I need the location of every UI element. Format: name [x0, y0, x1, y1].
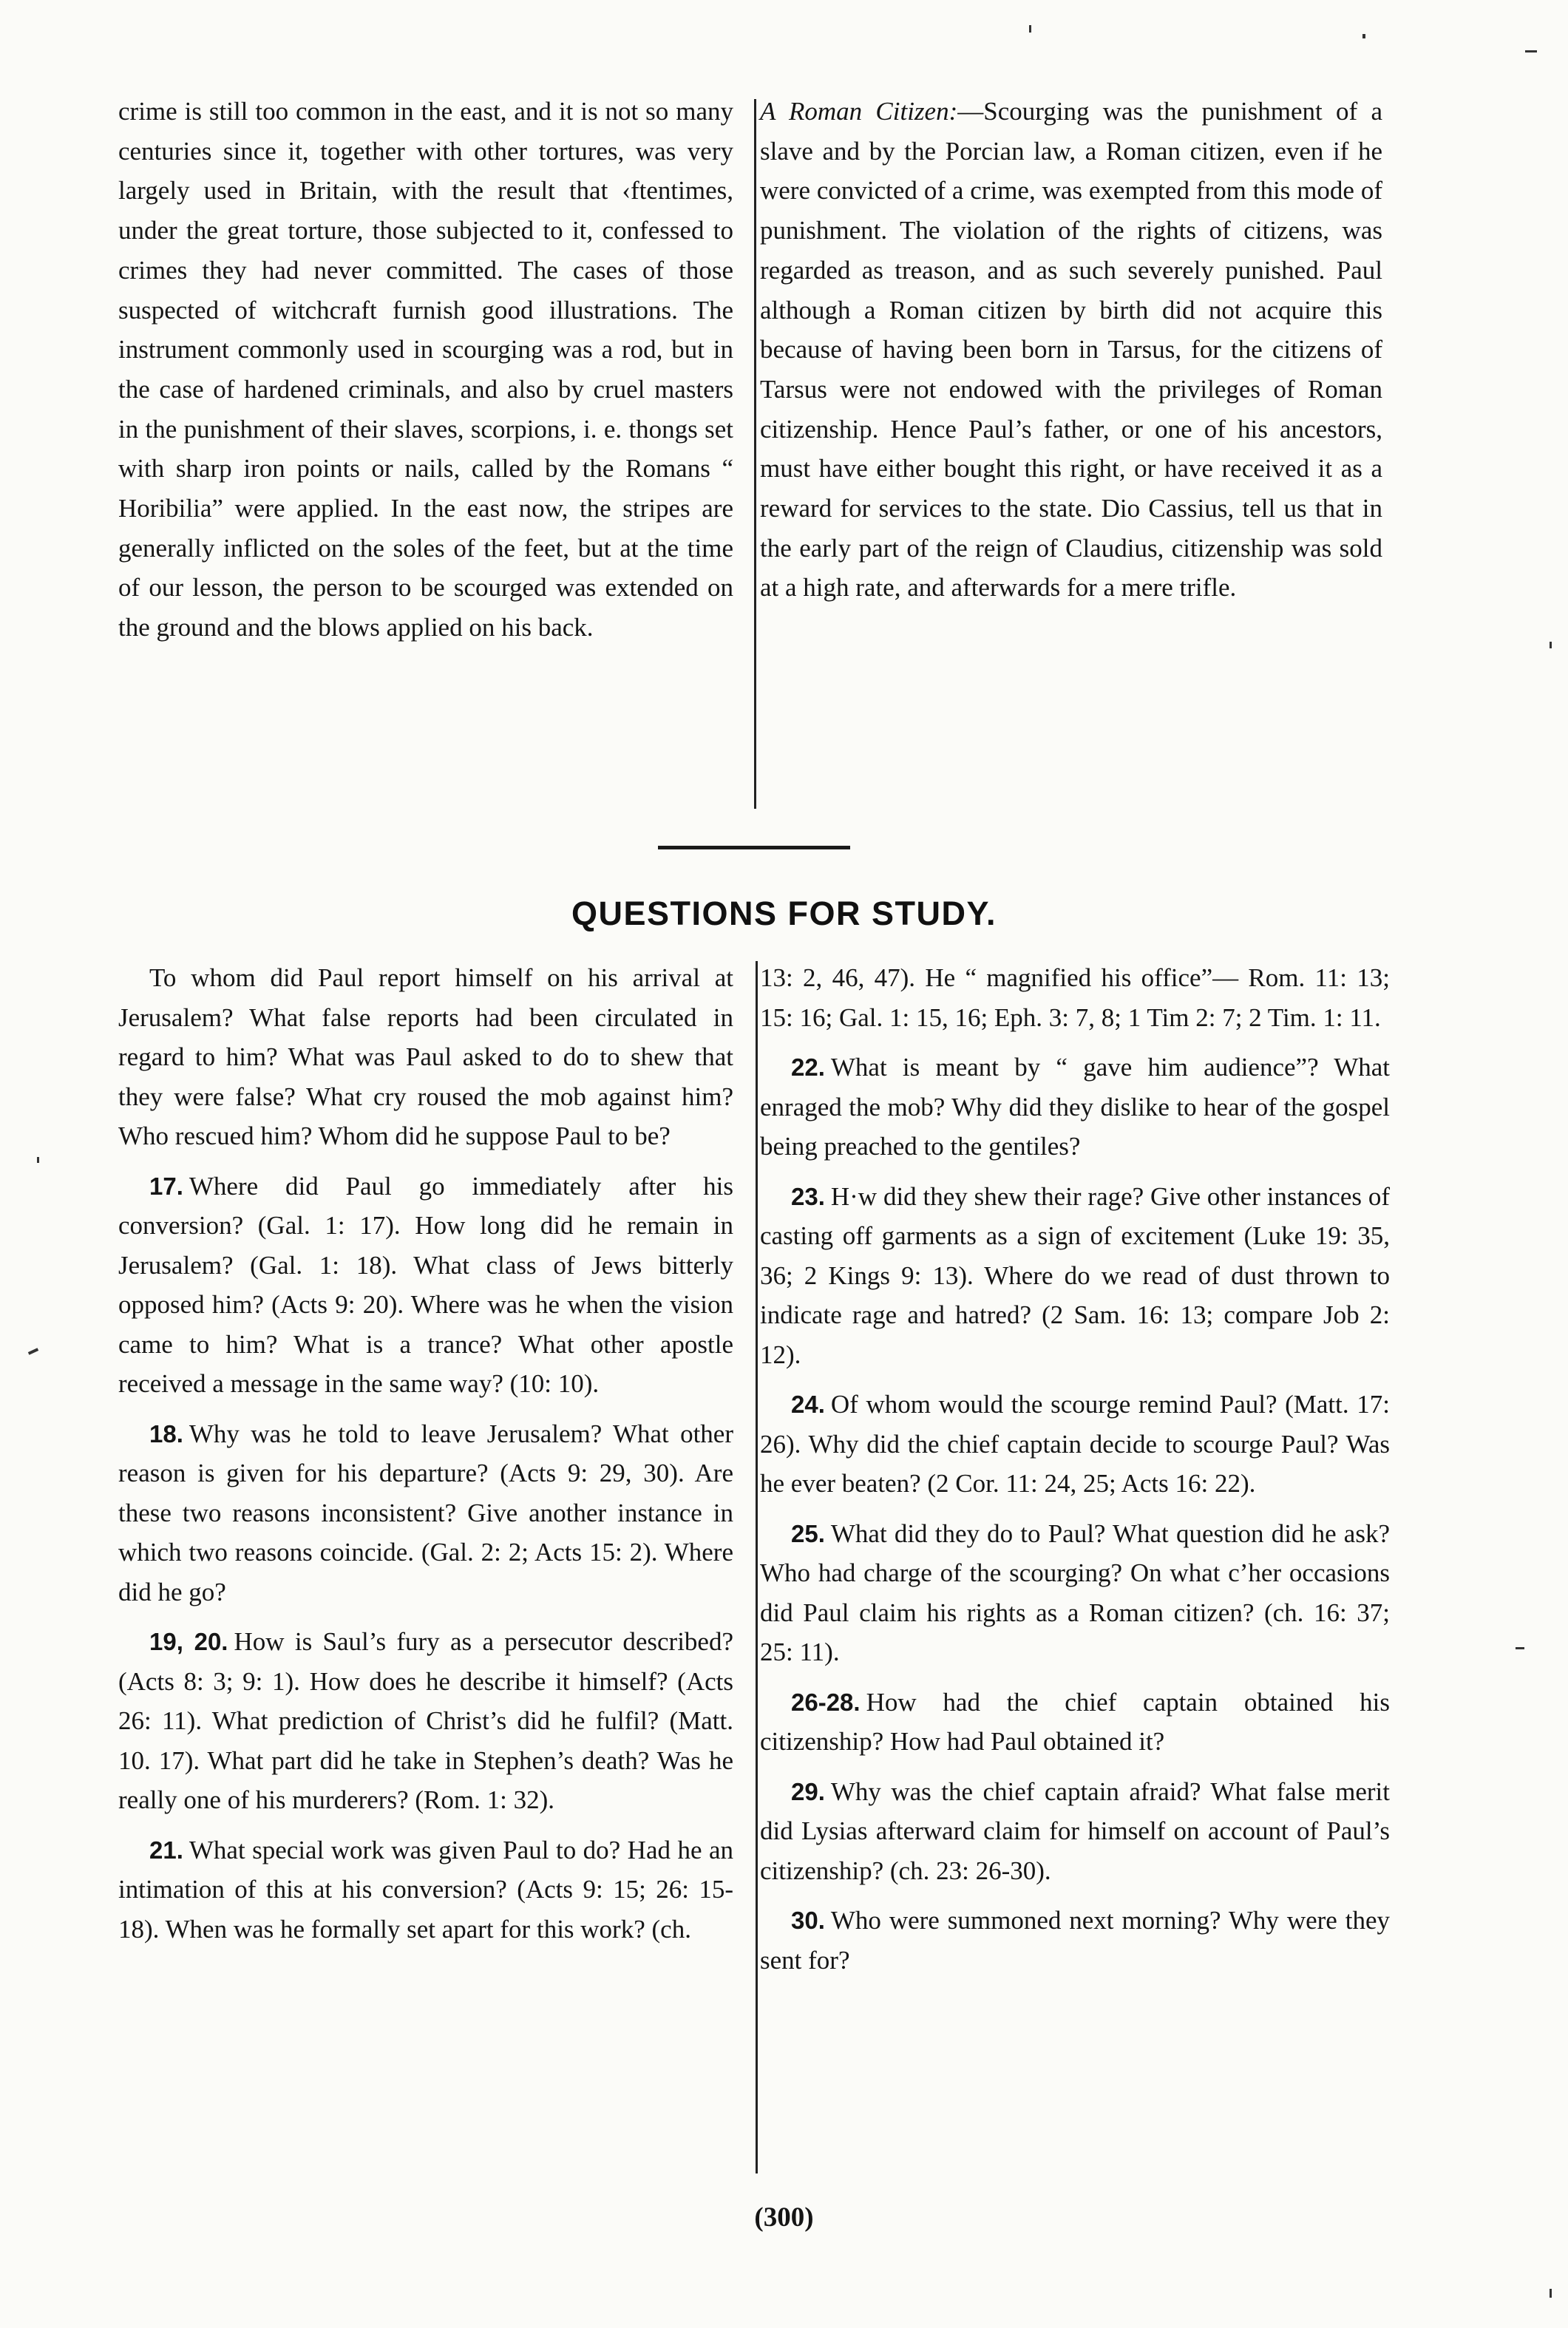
question-text: How is Saul’s fury as a persecutor described? (Acts 8: 3; 9: 1). How does he describe it himself? (Acts 26: 11). What prediction of Christ’s did he fulfil? (Matt. 10. 17). What part did he take in Stephen’s death? Was he really one of his murderers? (Rom. 1: 32).	[118, 1627, 733, 1814]
roman-citizen-lead: A Roman Citizen:	[760, 97, 958, 126]
question-number: 29.	[791, 1777, 825, 1805]
scan-speck	[1550, 2289, 1552, 2298]
question-text: 13: 2, 46, 47). He “ magnified his office”— Rom. 11: 13; 15: 16; Gal. 1: 15, 16; Eph. 3: 7, 8; 1 Tim 2: 7; 2 Tim. 1: 11.	[760, 963, 1390, 1032]
question-text: What is meant by “ gave him audience”? What enraged the mob? Why did they dislike to hear of the gospel being preached to the gentiles?	[760, 1053, 1390, 1161]
section-separator-rule	[658, 846, 850, 849]
question-item	[760, 1683, 1390, 1762]
question-number: 17.	[149, 1172, 183, 1200]
question-number: 22.	[791, 1053, 825, 1081]
question-item	[118, 1167, 733, 1404]
question-number: 25.	[791, 1519, 825, 1547]
commentary-left-column	[118, 92, 745, 648]
questions-right-column	[744, 958, 1390, 1990]
scan-speck	[28, 1348, 38, 1355]
question-item	[118, 958, 733, 1156]
commentary-paragraph-roman-citizen	[760, 92, 1382, 608]
question-text: H·w did they shew their rage? Give other instances of casting off garments as a sign of excitement (Luke 19: 35, 36; 2 Kings 9: 13). Where do we read of dust thrown to indicate rage and hatred? (2 Sam. 16: 13; compare Job 2: 12).	[760, 1181, 1390, 1369]
question-item	[118, 1830, 733, 1949]
question-item	[760, 1177, 1390, 1375]
question-number: 19, 20.	[149, 1628, 228, 1655]
question-number: 18.	[149, 1419, 183, 1448]
question-text: How had the chief captain obtained his citizenship? How had Paul obtained it?	[760, 1687, 1390, 1756]
question-text: What special work was given Paul to do? Had he an intimation of this at his conversion? (Acts 9: 15; 26: 15-18). When was he formally set apart for this work? (ch.	[118, 1835, 733, 1944]
column-divider-questions	[756, 961, 758, 2173]
question-item	[760, 958, 1390, 1037]
roman-citizen-body: —Scourging was the punishment of a slave and by the Porcian law, a Roman citizen, even if he were convicted of a crime, was exempted from this mode of punishment. The violation of the rights of citizens, was regarded as treason, and as such severely punished. Paul although a Roman citizen by birth did not acquire this because of having been born in Tarsus, for the citizens of Tarsus were not endowed with the privileges of Roman citizenship. Hence Paul’s father, or one of his ancestors, must have either bought this right, or have received it as a reward for services to the state. Dio Cassius, tell us that in the early part of the reign of Claudius, citizenship was sold at a high rate, and afterwards for a mere trifle.	[760, 97, 1382, 603]
question-item	[118, 1622, 733, 1820]
scan-speck	[1550, 642, 1552, 648]
question-text: Why was he told to leave Jerusalem? What other reason is given for his departure? (Acts 9: 29, 30). Are these two reasons inconsistent? Give another instance in which two reasons coincide. (Gal. 2: 2; Acts 15: 2). Where did he go?	[118, 1419, 733, 1606]
column-divider-top	[754, 99, 756, 809]
page-number: (300)	[754, 2202, 814, 2233]
question-text: Of whom would the scourge remind Paul? (Matt. 17: 26). Why did the chief captain decide to scourge Paul? Was he ever beaten? (2 Cor. 11: 24, 25; Acts 16: 22).	[760, 1390, 1390, 1498]
scan-speck	[1516, 1647, 1524, 1649]
question-item	[760, 1901, 1390, 1980]
scan-speck	[1029, 25, 1031, 33]
question-number: 24.	[791, 1391, 825, 1418]
question-text: What did they do to Paul? What question did he ask? Who had charge of the scourging? On what c’her occasions did Paul claim his rights as a Roman citizen? (ch. 16: 37; 25: 11).	[760, 1518, 1390, 1666]
scan-speck	[37, 1157, 39, 1163]
question-number: 21.	[149, 1836, 183, 1864]
question-text: Why was the chief captain afraid? What false merit did Lysias afterward claim for himself on account of Paul’s citizenship? (ch. 23: 26-30).	[760, 1776, 1390, 1885]
questions-section	[118, 958, 1390, 1990]
scan-speck	[1362, 34, 1365, 38]
question-item	[760, 1048, 1390, 1167]
question-item	[760, 1385, 1390, 1504]
scan-speck	[1525, 50, 1537, 52]
question-number: 23.	[791, 1182, 825, 1210]
question-item	[118, 1414, 733, 1612]
question-number: 30.	[791, 1907, 825, 1934]
question-item	[760, 1772, 1390, 1891]
section-heading: QUESTIONS FOR STUDY.	[571, 895, 997, 932]
questions-left-column	[118, 958, 744, 1959]
question-text: To whom did Paul report himself on his arrival at Jerusalem? What false reports had been circulated in regard to him? What was Paul asked to do to shew that they were false? What cry roused the mob against him? Who rescued him? Whom did he suppose Paul to be?	[118, 963, 733, 1150]
question-text: Where did Paul go immediately after his conversion? (Gal. 1: 17). How long did he remain in Jerusalem? (Gal. 1: 18). What class of Jews bitterly opposed him? (Acts 9: 20). Where was he when the vision came to him? What is a trance? What other apostle received a message in the same way? (10: 10).	[118, 1171, 733, 1398]
question-text: Who were summoned next morning? Why were they sent for?	[760, 1906, 1390, 1975]
question-number: 26-28.	[791, 1688, 861, 1716]
question-item	[760, 1514, 1390, 1672]
commentary-paragraph-scourging: crime is still too common in the east, and it is not so many centuries since it, together with other tortures, was very largely used in Britain, with the result that ‹ftentimes, under the great torture, those subjected to it, confessed to crimes they had never committed. The cases of those suspected of witchcraft furnish good illustrations. The instrument commonly used in scourging was a rod, but in the case of hardened criminals, and also by cruel masters in the punishment of their slaves, scorpions, i. e. thongs set with sharp iron points or nails, called by the Romans “ Horibilia” were applied. In the east now, the stripes are generally inflicted on the soles of the feet, but at the time of our lesson, the person to be scourged was extended on the ground and the blows applied on his back.	[118, 97, 733, 642]
commentary-right-column	[745, 92, 1382, 608]
